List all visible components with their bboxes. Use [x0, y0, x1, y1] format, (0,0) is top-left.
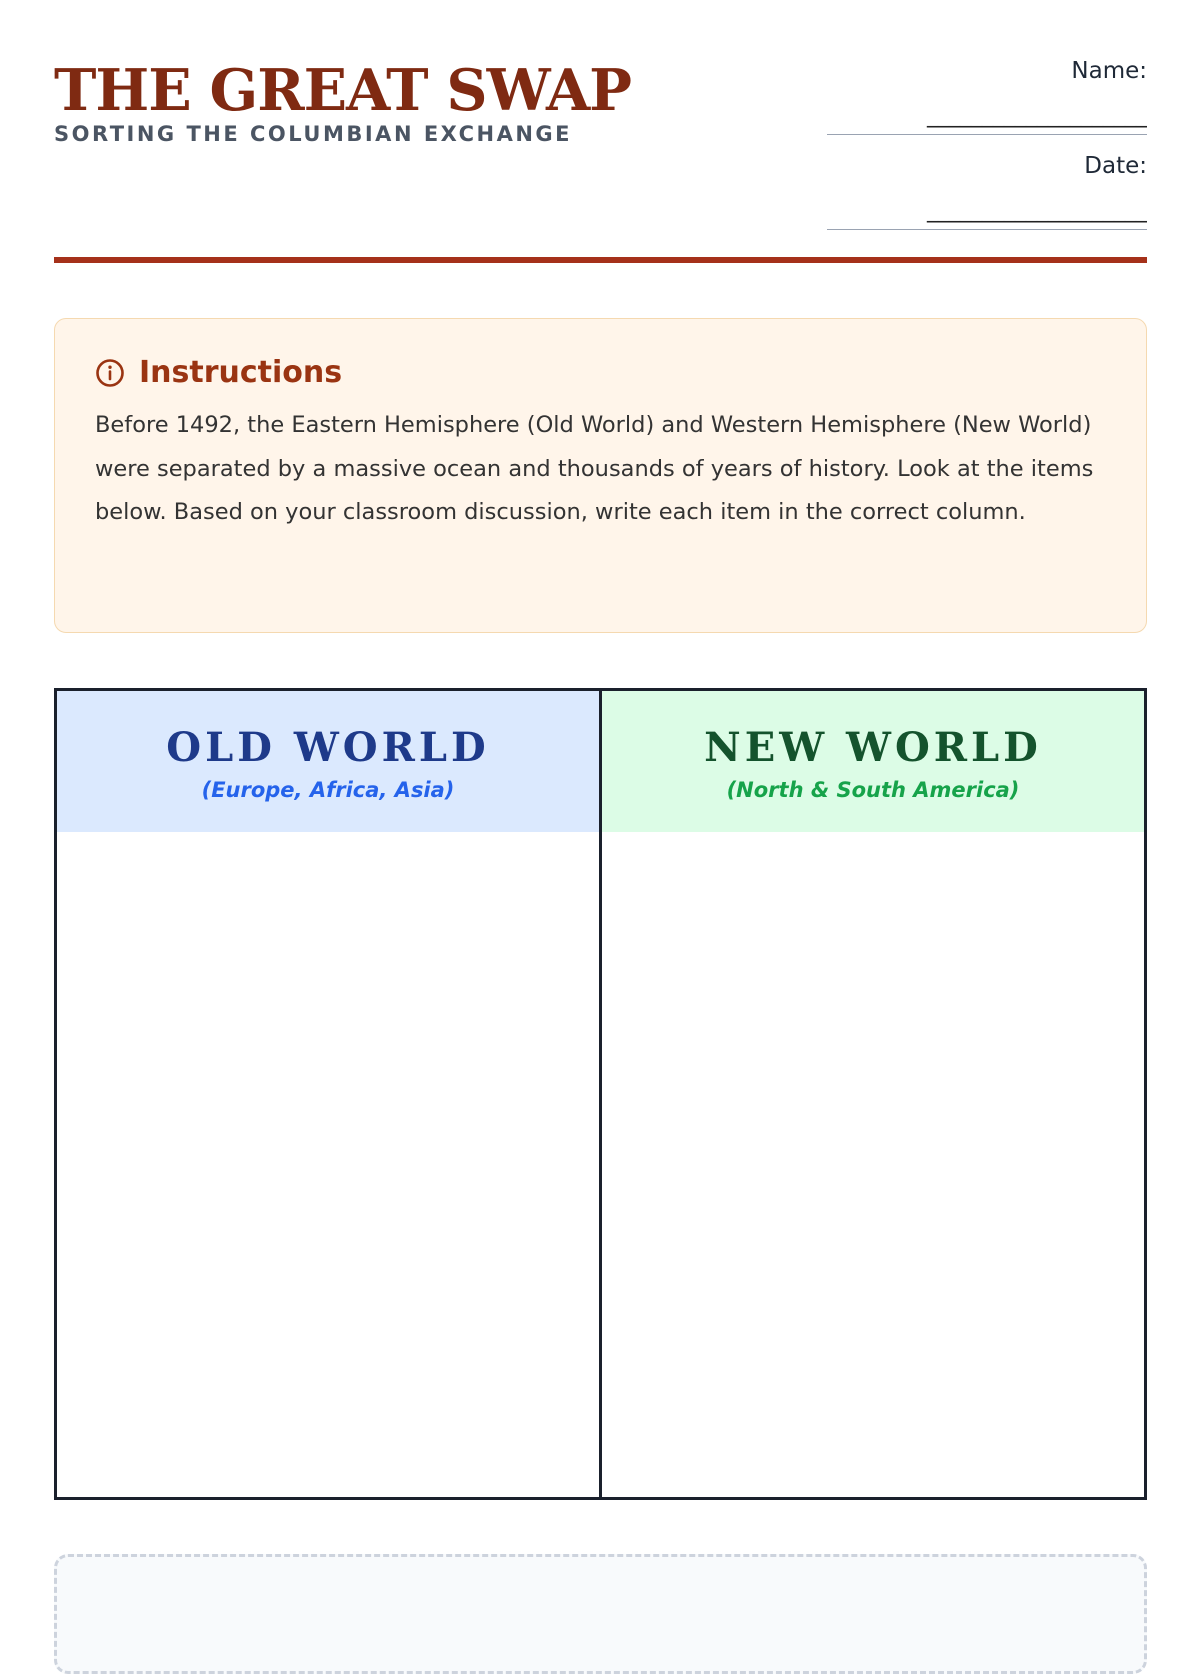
instructions-title: Instructions: [139, 355, 343, 390]
instructions-text: Before 1492, the Eastern Hemisphere (Old World) and Western Hemisphere (New World) were separated by a massive ocean and thousands of years of history. Look at the items below. Based on your classroom discussion, write each item in the correct column.: [95, 412, 1094, 525]
worksheet-title: THE GREAT SWAP: [54, 57, 632, 124]
new-world-subtitle: (North & South America): [726, 777, 1020, 802]
worksheet-subtitle: SORTING THE COLUMBIAN EXCHANGE: [54, 122, 573, 146]
new-world-column: [599, 691, 1144, 1497]
old-world-header: [57, 691, 599, 832]
worksheet-header: [54, 40, 1147, 264]
header-divider: [54, 257, 1147, 263]
item-bank-box: [54, 1554, 1147, 1674]
old-world-column: [57, 691, 599, 1497]
old-world-title: OLD WORLD: [166, 723, 490, 771]
new-world-header: [602, 691, 1144, 832]
sorting-table: [54, 688, 1147, 1500]
date-label: Date:: [1084, 153, 1147, 179]
new-world-answer-area[interactable]: [602, 832, 1144, 1497]
old-world-subtitle: (Europe, Africa, Asia): [201, 777, 455, 802]
name-label: Name:: [1071, 58, 1147, 84]
new-world-title: NEW WORLD: [704, 723, 1042, 771]
info-icon: [95, 358, 125, 388]
instructions-heading: [95, 355, 1106, 390]
old-world-answer-area[interactable]: [57, 832, 599, 1497]
date-field[interactable]: ____________________: [827, 193, 1147, 230]
name-field[interactable]: ____________________: [827, 98, 1147, 135]
instructions-box: [54, 318, 1147, 633]
